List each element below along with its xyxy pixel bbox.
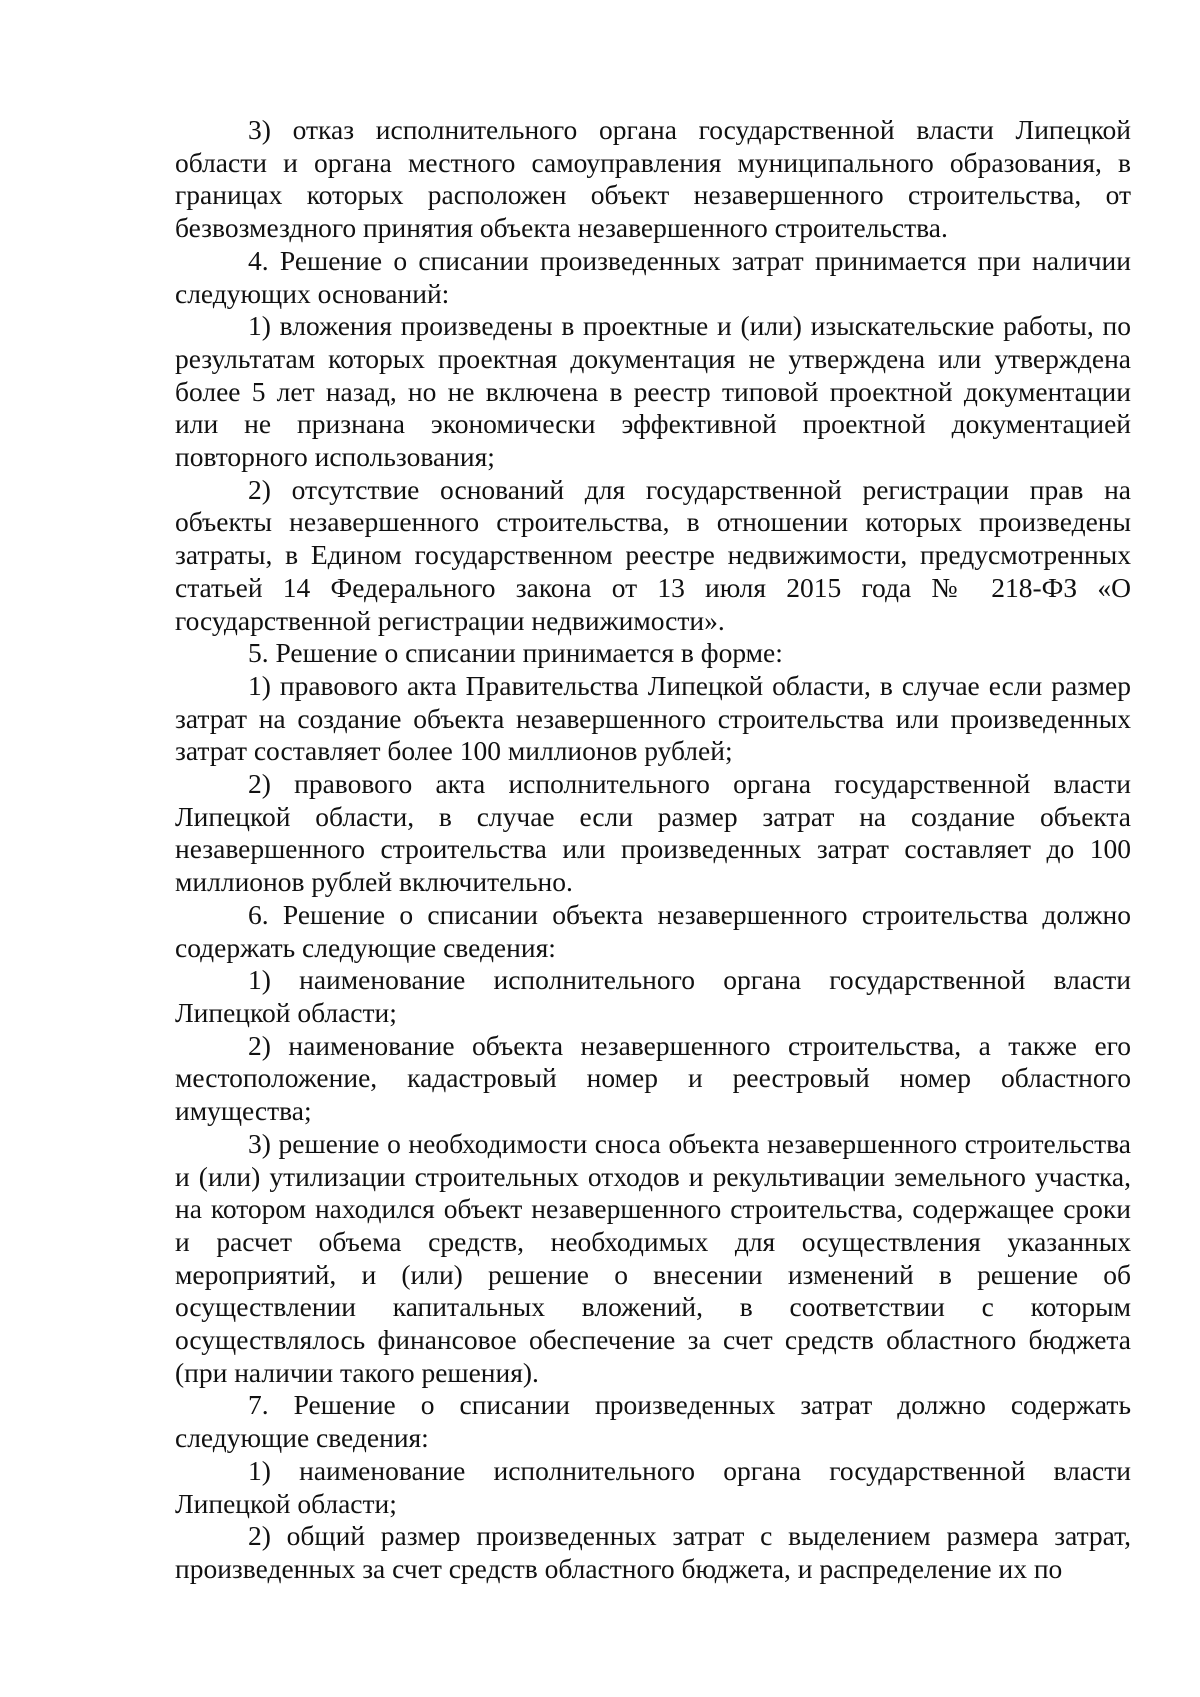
paragraph-3-refusal: 3) отказ исполнительного органа государственной власти Липецкой области и органа местного самоуправления муниципального образования, в границах которых расположен объект незавершенного строительства, от безвозмездного принятия объекта незавершенного строительства. bbox=[175, 114, 1131, 244]
paragraph-5-item-1: 1) правового акта Правительства Липецкой области, в случае если размер затрат на создание объекта незавершенного строительства или произведенных затрат составляет более 100 миллионов рублей; bbox=[175, 669, 1131, 767]
paragraph-6-item-3: 3) решение о необходимости сноса объекта незавершенного строительства и (или) утилизации строительных отходов и рекультивации земельного участка, на котором находился объект незавершенного строительства, содержащее сроки и расчет объема средств, необходимых для осуществления указанных мероприятий, и (или) решение о внесении изменений в решение об осуществлении капитальных вложений, в соответствии с которым осуществлялось финансовое обеспечение за счет средств областного бюджета (при наличии такого решения). bbox=[175, 1127, 1131, 1388]
paragraph-4-item-2: 2) отсутствие оснований для государственной регистрации прав на объекты незавершенного строительства, в отношении которых произведены затраты, в Едином государственном реестре недвижимости, предусмотренных статьей 14 Федерального закона от 13 июля 2015 года № 218-ФЗ «О государственной регистрации недвижимости». bbox=[175, 473, 1131, 636]
document-body bbox=[175, 114, 1131, 1586]
paragraph-6-item-2: 2) наименование объекта незавершенного строительства, а также его местоположение, кадастровый номер и реестровый номер областного имущества; bbox=[175, 1029, 1131, 1127]
paragraph-6-heading: 6. Решение о списании объекта незавершенного строительства должно содержать следующие сведения: bbox=[175, 898, 1131, 963]
paragraph-4-heading: 4. Решение о списании произведенных затрат принимается при наличии следующих оснований: bbox=[175, 244, 1131, 309]
paragraph-4-item-1: 1) вложения произведены в проектные и (или) изыскательские работы, по результатам которых проектная документация не утверждена или утверждена более 5 лет назад, но не включена в реестр типовой проектной документации или не признана экономически эффективной проектной документацией повторного использования; bbox=[175, 310, 1131, 473]
paragraph-7-item-2: 2) общий размер произведенных затрат с выделением размера затрат, произведенных за счет средств областного бюджета, и распределение их по bbox=[175, 1520, 1131, 1584]
paragraph-7-item-1: 1) наименование исполнительного органа государственной власти Липецкой области; bbox=[175, 1454, 1131, 1519]
paragraph-7-heading: 7. Решение о списании произведенных затрат должно содержать следующие сведения: bbox=[175, 1389, 1131, 1454]
paragraph-6-item-1: 1) наименование исполнительного органа государственной власти Липецкой области; bbox=[175, 964, 1131, 1028]
paragraph-5-item-2: 2) правового акта исполнительного органа государственной власти Липецкой области, в случае если размер затрат на создание объекта незавершенного строительства или произведенных затрат составляет до 100 миллионов рублей включительно. bbox=[175, 768, 1131, 898]
paragraph-5-heading: 5. Решение о списании принимается в форме: bbox=[248, 637, 783, 669]
